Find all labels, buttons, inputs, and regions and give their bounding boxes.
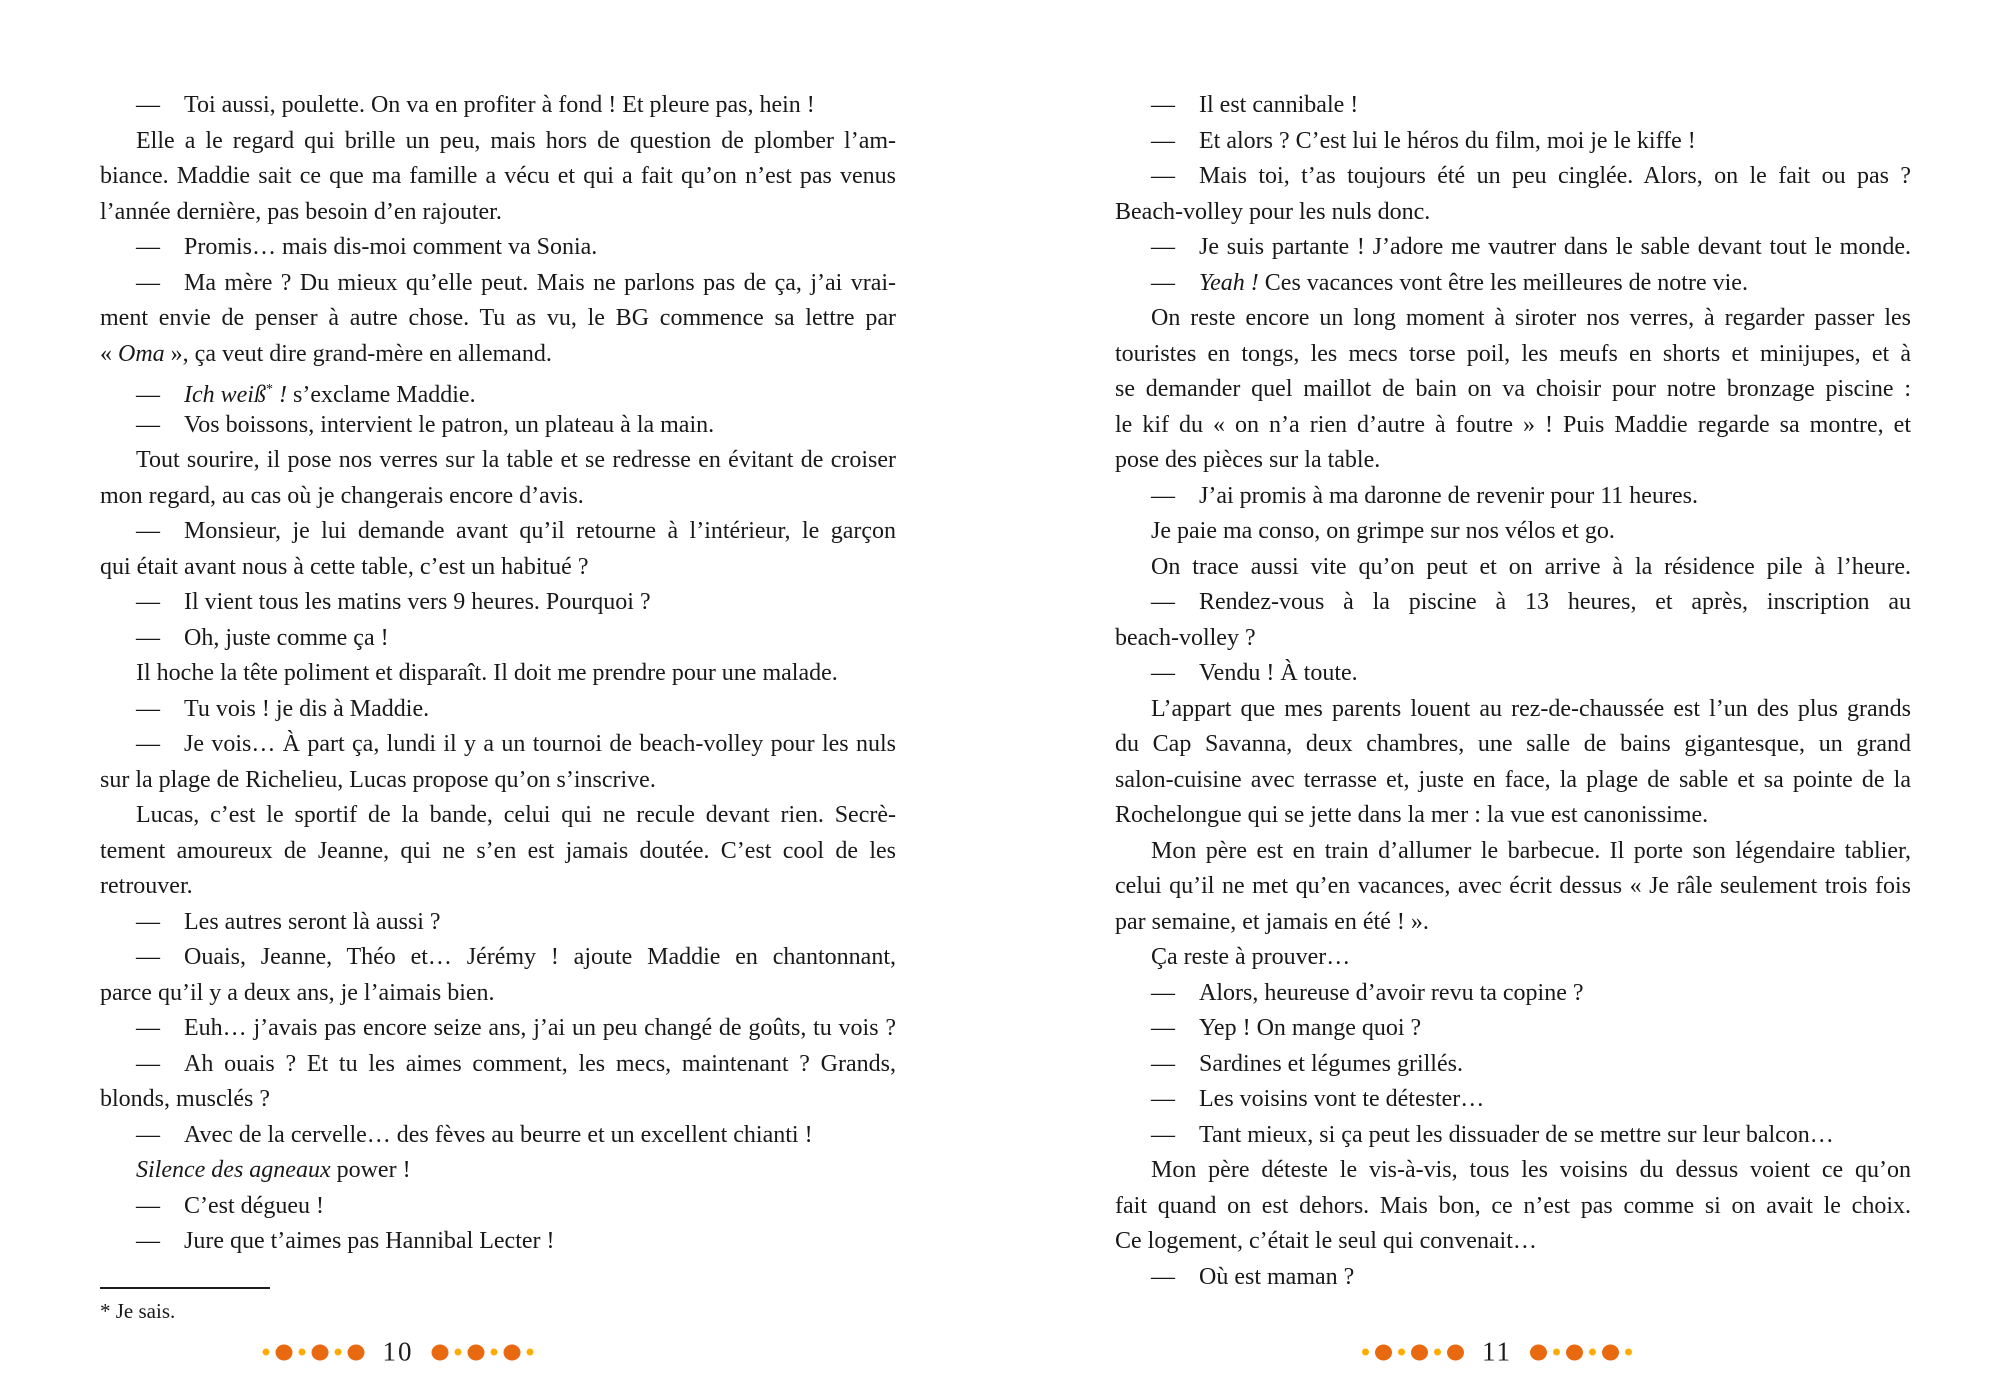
text-line: — Alors, heureuse d’avoir revu ta copine ? — [1151, 979, 1584, 1006]
text-line: — Je suis partante ! J’adore me vautrer dans le sable devant tout le monde. — [1151, 234, 1911, 260]
text-line: — Tu vois ! je dis à Maddie. — [136, 695, 430, 722]
big-orange-dot-icon — [276, 1344, 293, 1360]
dot-ornament-icon — [263, 1344, 365, 1360]
text-line: Ce logement, c’était le seul qui convenait… — [1115, 1228, 1537, 1254]
text-line: Mon père est en train d’allumer le barbecue. Il porte son légendaire tablier, — [1151, 837, 1911, 864]
text-line: — Sardines et légumes grillés. — [1151, 1050, 1463, 1077]
text-line: On reste encore un long moment à siroter nos verres, à regarder passer les — [1151, 305, 1911, 331]
text-line: — Tant mieux, si ça peut les dissuader de se mettre sur leur balcon… — [1151, 1121, 1834, 1148]
footnote-rule — [100, 1287, 270, 1289]
text-line: — Les autres seront là aussi ? — [136, 908, 441, 935]
text-line: — Yeah ! Ces vacances vont être les meilleures de notre vie. — [1151, 269, 1748, 296]
small-amber-dot-icon — [1553, 1349, 1560, 1356]
big-orange-dot-icon — [504, 1344, 521, 1360]
text-line: On trace aussi vite qu’on peut et on arrive à la résidence pile à l’heure. — [1151, 553, 1911, 580]
big-orange-dot-icon — [1411, 1344, 1428, 1360]
text-column-right — [1115, 88, 1911, 1295]
big-orange-dot-icon — [1602, 1344, 1619, 1360]
text-line: — Je vois… À part ça, lundi il y a un tournoi de beach-volley pour les nuls — [136, 731, 896, 757]
small-amber-dot-icon — [299, 1349, 306, 1356]
text-line: retrouver. — [100, 873, 193, 899]
text-line: beach-volley ? — [1115, 624, 1256, 651]
text-line: Lucas, c’est le sportif de la bande, celui qui ne recule devant rien. Secrè- — [136, 802, 896, 828]
text-line: — Euh… j’avais pas encore seize ans, j’ai un peu changé de goûts, tu vois ? — [136, 1015, 896, 1041]
text-line: Tout sourire, il pose nos verres sur la table et se redresse en évitant de croiser — [136, 447, 896, 473]
text-line: — Toi aussi, poulette. On va en profiter à fond ! Et pleure pas, hein ! — [136, 92, 815, 118]
text-line: Je paie ma conso, on grimpe sur nos vélos et go. — [1151, 518, 1615, 544]
text-line: Mon père déteste le vis-à-vis, tous les voisins du dessus voient ce qu’on — [1151, 1157, 1911, 1183]
text-line: fait quand on est dehors. Mais bon, ce n’est pas comme si on avait le choix. — [1115, 1192, 1911, 1219]
dot-ornament-icon — [1362, 1344, 1464, 1360]
text-line: touristes en tongs, les mecs torse poil, les meufs en shorts et minijupes, et à — [1115, 340, 1911, 367]
big-orange-dot-icon — [348, 1344, 365, 1360]
text-line: ment envie de penser à autre chose. Tu as vu, le BG commence sa lettre par — [100, 305, 896, 331]
small-amber-dot-icon — [1362, 1349, 1369, 1356]
text-line: — C’est dégueu ! — [136, 1192, 324, 1219]
page-number-right: 11 — [1482, 1336, 1512, 1367]
text-line: — Rendez-vous à la piscine à 13 heures, et après, inscription au — [1151, 589, 1911, 615]
text-line: — Vendu ! À toute. — [1151, 660, 1358, 686]
text-line: biance. Maddie sait ce que ma famille a vécu et qui a fait qu’on n’est pas venus — [100, 163, 896, 189]
small-amber-dot-icon — [1589, 1349, 1596, 1356]
text-line: — Où est maman ? — [1151, 1263, 1355, 1290]
text-line: pose des pièces sur la table. — [1115, 447, 1381, 473]
folio-left — [263, 1337, 534, 1368]
page-number-left: 10 — [382, 1336, 414, 1367]
small-amber-dot-icon — [263, 1349, 270, 1356]
text-line: Rochelongue qui se jette dans la mer : la vue est canonissime. — [1115, 802, 1709, 828]
small-amber-dot-icon — [335, 1349, 342, 1356]
text-line: blonds, musclés ? — [100, 1086, 270, 1112]
text-line: du Cap Savanna, deux chambres, une salle de bains gigantesque, un grand — [1115, 731, 1911, 757]
big-orange-dot-icon — [1530, 1344, 1547, 1360]
small-amber-dot-icon — [527, 1349, 534, 1356]
text-line: — Yep ! On mange quoi ? — [1151, 1015, 1422, 1041]
text-line: — Monsieur, je lui demande avant qu’il retourne à l’intérieur, le garçon — [136, 518, 896, 544]
big-orange-dot-icon — [468, 1344, 485, 1360]
text-line: salon-cuisine avec terrasse et, juste en face, la plage de sable et sa pointe de la — [1115, 766, 1911, 793]
big-orange-dot-icon — [1566, 1344, 1583, 1360]
dot-ornament-icon — [432, 1344, 534, 1360]
text-line: — Ich weiß* ! s’exclame Maddie. — [136, 382, 476, 408]
text-line: — Avec de la cervelle… des fèves au beurre et un excellent chianti ! — [136, 1121, 813, 1148]
text-line: mon regard, au cas où je changerais encore d’avis. — [100, 482, 584, 509]
footnote-text: * Je sais. — [100, 1299, 176, 1323]
text-line: le kif du « on n’a rien d’autre à foutre » ! Puis Maddie regarde sa montre, et — [1115, 411, 1911, 438]
text-line: Elle a le regard qui brille un peu, mais hors de question de plomber l’am- — [136, 127, 896, 154]
small-amber-dot-icon — [1434, 1349, 1441, 1356]
small-amber-dot-icon — [1625, 1349, 1632, 1356]
text-line: — J’ai promis à ma daronne de revenir pour 11 heures. — [1151, 482, 1698, 509]
big-orange-dot-icon — [1447, 1344, 1464, 1360]
folio-right — [1362, 1337, 1632, 1368]
text-line: L’appart que mes parents louent au rez-de-chaussée est l’un des plus grands — [1151, 695, 1911, 722]
text-line: — Ah ouais ? Et tu les aimes comment, les mecs, maintenant ? Grands, — [136, 1050, 896, 1077]
text-line: Beach-volley pour les nuls donc. — [1115, 198, 1431, 225]
text-line: — Ouais, Jeanne, Théo et… Jérémy ! ajoute Maddie en chantonnant, — [136, 944, 896, 970]
text-line: — Les voisins vont te détester… — [1151, 1086, 1485, 1112]
text-line: « Oma », ça veut dire grand-mère en allemand. — [100, 340, 552, 367]
big-orange-dot-icon — [432, 1344, 449, 1360]
text-line: — Jure que t’aimes pas Hannibal Lecter ! — [136, 1228, 555, 1254]
big-orange-dot-icon — [312, 1344, 329, 1360]
text-line: celui qu’il ne met qu’en vacances, avec écrit dessus « Je râle seulement trois fois — [1115, 873, 1911, 899]
text-line: se demander quel maillot de bain on va choisir pour notre bronzage piscine : — [1115, 376, 1911, 402]
text-column-left — [100, 88, 896, 1260]
text-line: sur la plage de Richelieu, Lucas propose qu’on s’inscrive. — [100, 766, 656, 793]
text-line: — Et alors ? C’est lui le héros du film, moi je le kiffe ! — [1151, 127, 1696, 154]
text-line: tement amoureux de Jeanne, qui ne s’en est jamais doutée. C’est cool de les — [100, 837, 896, 864]
text-line: l’année dernière, pas besoin d’en rajouter. — [100, 198, 502, 225]
text-line: qui était avant nous à cette table, c’est un habitué ? — [100, 553, 589, 580]
big-orange-dot-icon — [1375, 1344, 1392, 1360]
text-line: — Il est cannibale ! — [1151, 92, 1359, 118]
small-amber-dot-icon — [455, 1349, 462, 1356]
dot-ornament-icon — [1530, 1344, 1632, 1360]
small-amber-dot-icon — [491, 1349, 498, 1356]
text-line: par semaine, et jamais en été ! ». — [1115, 908, 1429, 935]
text-line: — Mais toi, t’as toujours été un peu cinglée. Alors, on le fait ou pas ? — [1151, 163, 1911, 189]
text-line: Il hoche la tête poliment et disparaît. Il doit me prendre pour une malade. — [136, 660, 838, 686]
text-line: — Ma mère ? Du mieux qu’elle peut. Mais ne parlons pas de ça, j’ai vrai- — [136, 269, 896, 296]
text-line: — Oh, juste comme ça ! — [136, 624, 389, 651]
text-line: — Il vient tous les matins vers 9 heures. Pourquoi ? — [136, 589, 651, 615]
text-line: — Promis… mais dis-moi comment va Sonia. — [136, 234, 598, 260]
text-line: Silence des agneaux power ! — [136, 1157, 411, 1183]
text-line: parce qu’il y a deux ans, je l’aimais bien. — [100, 979, 495, 1006]
text-line: Ça reste à prouver… — [1151, 944, 1351, 970]
small-amber-dot-icon — [1398, 1349, 1405, 1356]
text-line: — Vos boissons, intervient le patron, un plateau à la main. — [136, 411, 715, 438]
